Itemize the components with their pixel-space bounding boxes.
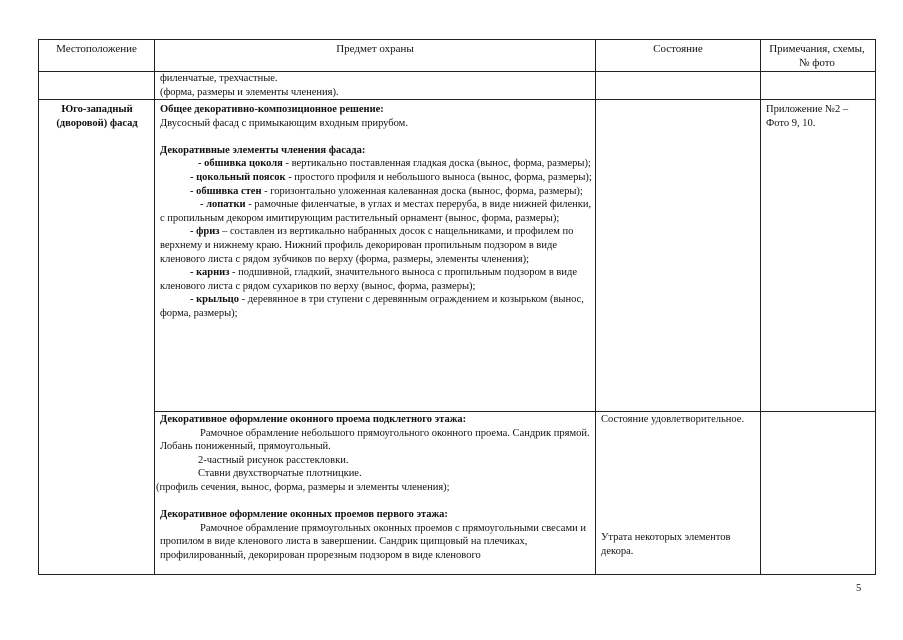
row2-state-2: Утрата некоторых элементов декора.: [601, 532, 731, 557]
row0-subject: [160, 72, 590, 99]
element-item: - лопатки - рамочные филенчатые, в углах и местах переруба, в виде нижней филенки, с пропильным декором имитирующим растительный орнамент (вынос, форма, размеры);: [160, 199, 592, 224]
row1-location: Юго-западный (дворовой) фасад: [56, 104, 138, 129]
column-divider: [154, 40, 155, 574]
section-title: Общее декоративно-композиционное решение:: [160, 104, 384, 115]
page-number: 5: [856, 583, 862, 594]
element-item: - обшивка цоколя - вертикально поставленная гладкая доска (вынос, форма, размеры);: [198, 158, 591, 170]
elements-title: Декоративные элементы членения фасада:: [160, 144, 366, 156]
section-title: Декоративное оформление оконных проемов первого этажа:: [160, 509, 448, 521]
section-title: Декоративное оформление оконного проема подклетного этажа:: [160, 414, 467, 425]
row0-line: филенчатые, трехчастные.: [160, 73, 278, 84]
element-item: - карниз - подшивной, гладкий, значительного выноса с пропильным подзором в виде кленового листа с рядом сухариков по верху (вынос, форма, размеры);: [160, 267, 577, 292]
paragraph: 2-частный рисунок расстекловки.: [198, 454, 349, 466]
element-item: - крыльцо - деревянное в три ступени с деревянным ограждением и козырьком (вынос, форма, размеры);: [160, 294, 584, 319]
header-location: Местоположение: [56, 43, 137, 55]
section-intro: Двусосный фасад с примыкающим входным прирубом.: [160, 117, 408, 129]
row2-state-1: Состояние удовлетворительное.: [601, 414, 745, 425]
paragraph: Рамочное обрамление небольшого прямоугольного оконного проема. Сандрик прямой. Лобань пониженный, прямоугольный.: [160, 427, 590, 453]
element-item: - обшивка стен - горизонтально уложенная калеванная доска (вынос, форма, размеры);: [190, 185, 583, 197]
row2-subject: [156, 413, 592, 563]
column-divider: [760, 40, 761, 574]
column-divider: [595, 40, 596, 574]
header-notes: Примечания, схемы, № фото: [769, 43, 865, 69]
paragraph: Ставни двухстворчатые плотницкие.: [198, 468, 362, 480]
paragraph: (профиль сечения, вынос, форма, размеры и элементы членения);: [156, 481, 450, 493]
paragraph: Рамочное обрамление прямоугольных оконных проемов с прямоугольными свесами и пропилом в виде кленового листа в завершении. Сандрик щипцовый на плечиках, профилированный, декорирован прорезным подзором в виде кленового: [160, 522, 586, 561]
row0-line: (форма, размеры и элементы членения).: [160, 86, 339, 98]
row1-subject: [160, 103, 592, 321]
row-divider: [154, 411, 875, 412]
row1-notes: Приложение №2 – Фото 9, 10.: [766, 104, 849, 129]
protection-table: [38, 39, 876, 575]
header-state: Состояние: [653, 43, 703, 55]
element-item: - цокольный поясок - простого профиля и небольшого выноса (вынос, форма, размеры);: [190, 171, 592, 183]
element-item: - фриз – составлен из вертикально набранных досок с нащельниками, и профилем по верхнему и нижнему краю. Нижний профиль декорирован пропильным подзором в виде кленового листа с рядом зубчиков по верху (форма, размеры, элементы членения);: [160, 226, 574, 265]
header-subject: Предмет охраны: [336, 43, 414, 55]
